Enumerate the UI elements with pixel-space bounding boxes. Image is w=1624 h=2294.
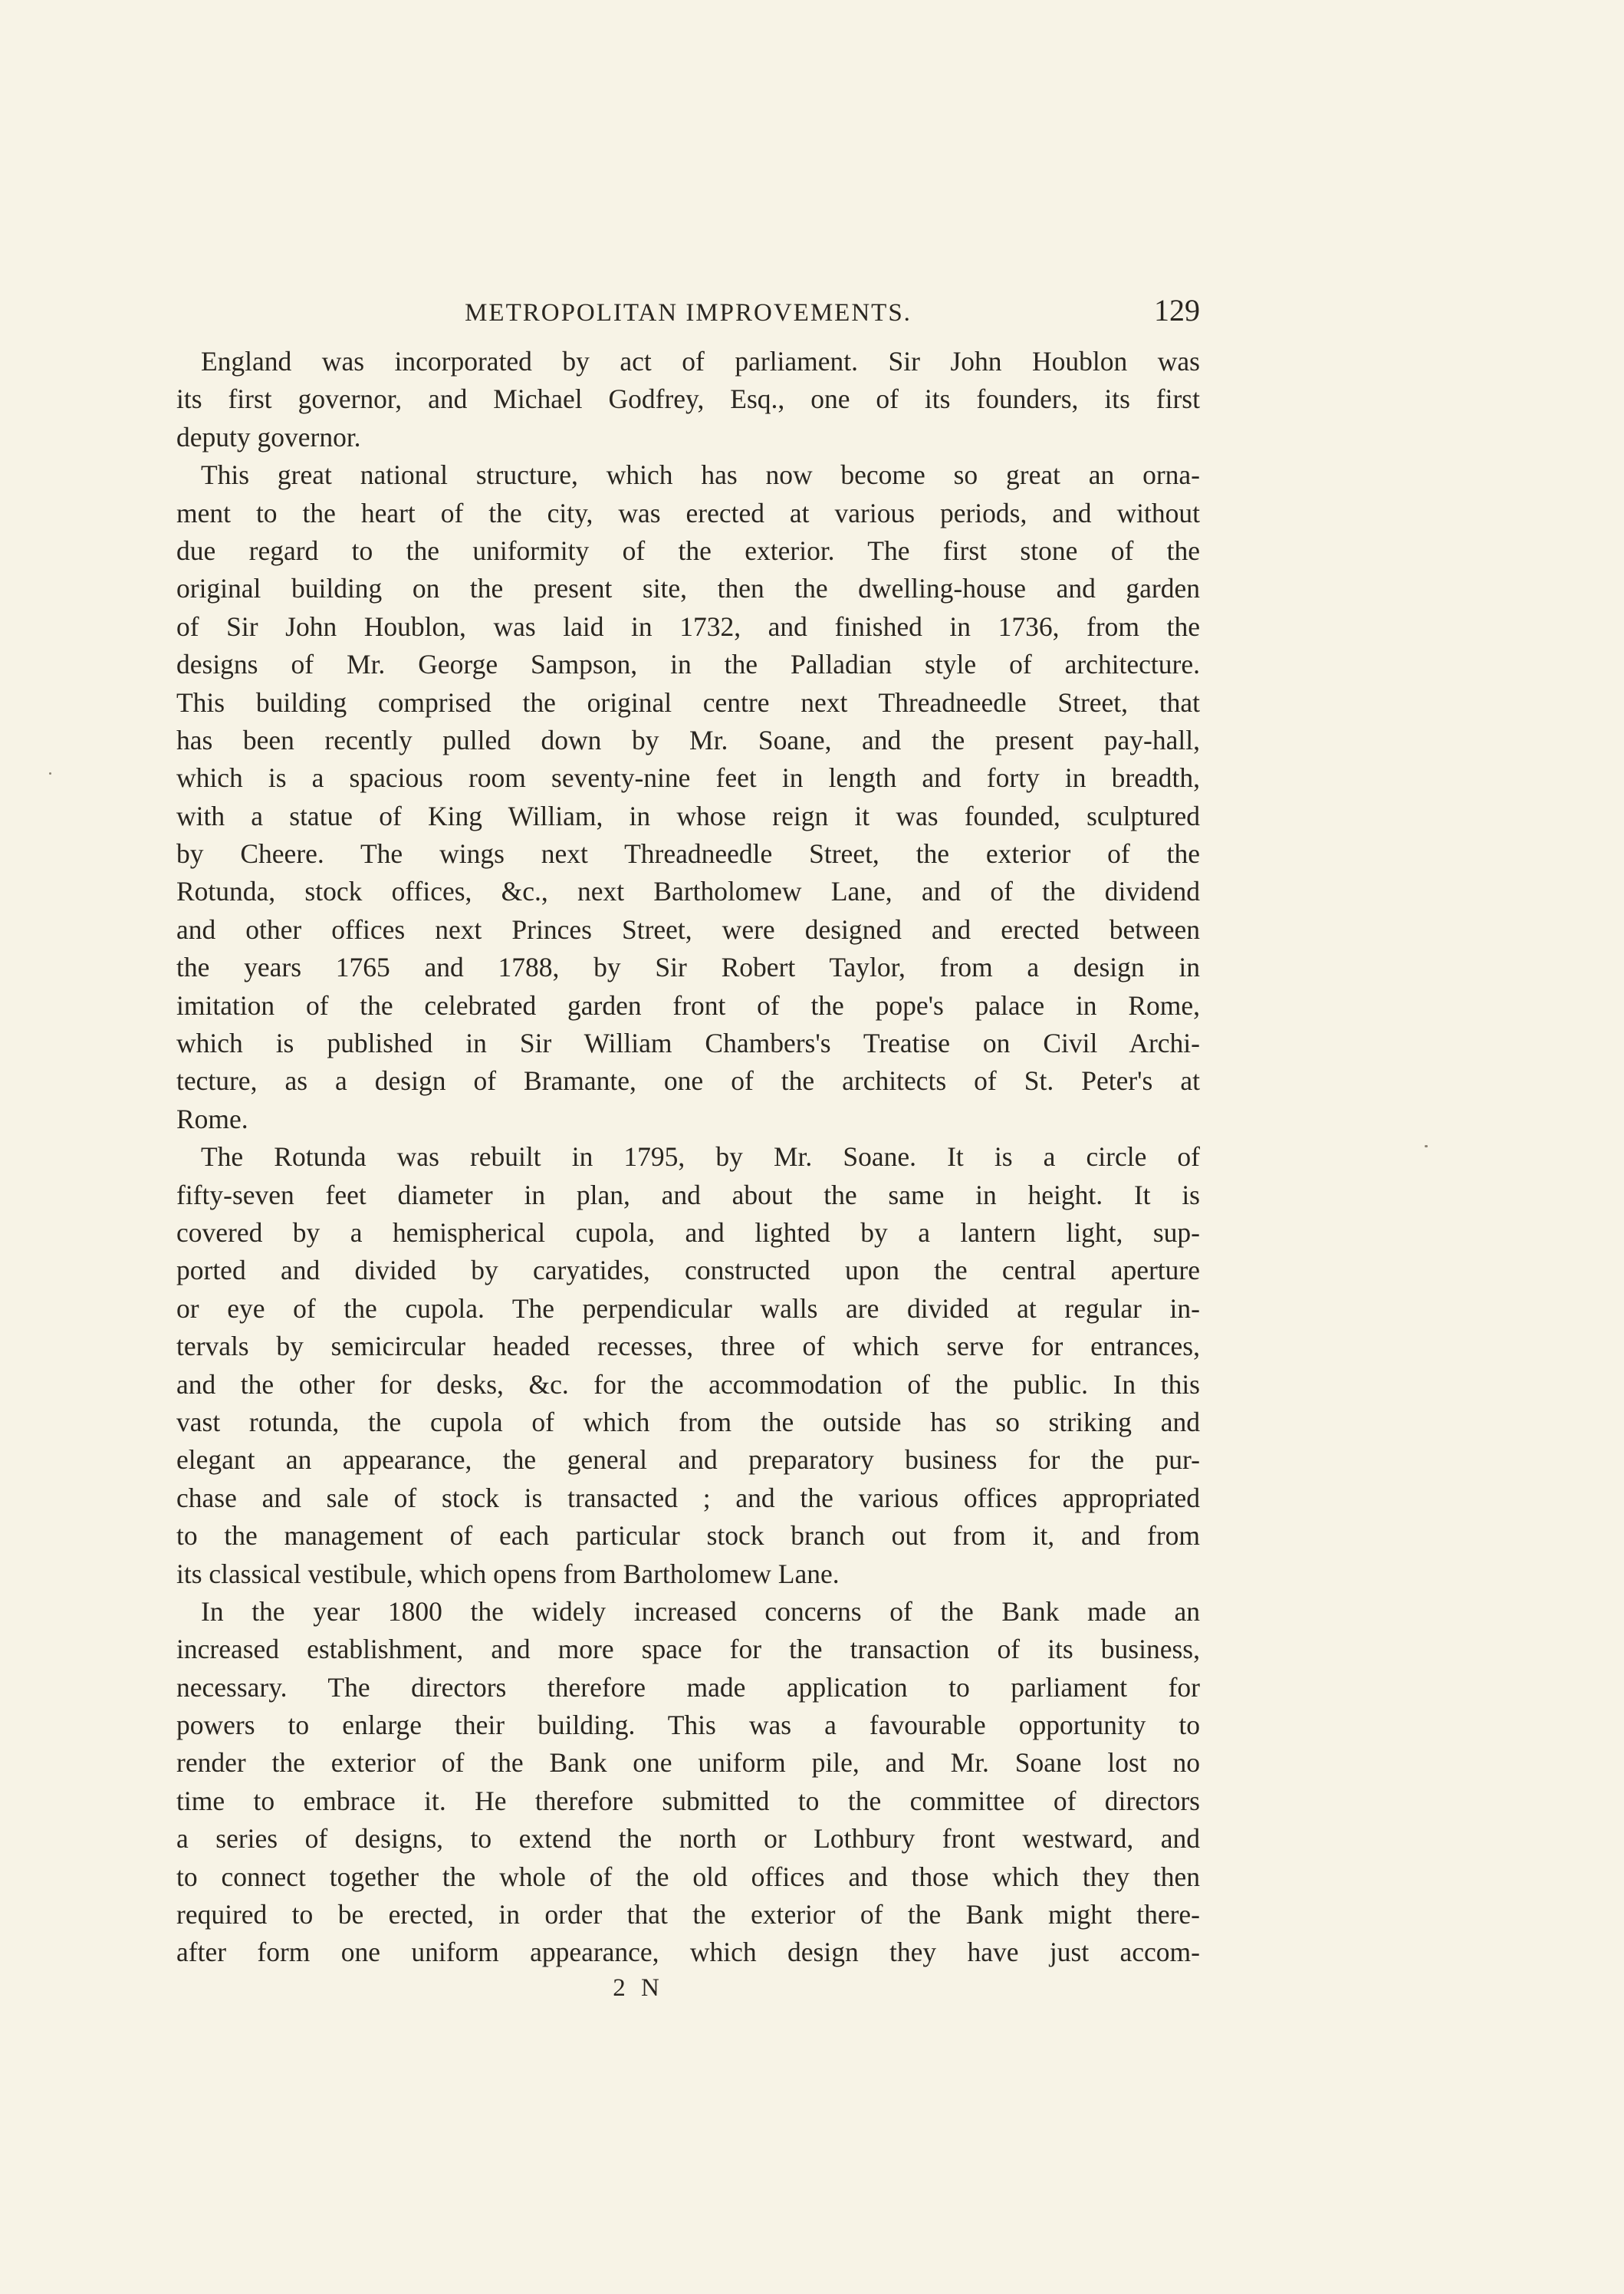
text-line: render the exterior of the Bank one uniform pile, and Mr. Soane lost no [176,1747,1200,1779]
body-text [176,343,1200,1972]
text-line: with a statue of King William, in whose reign it was founded, sculptured [176,800,1200,831]
text-line: and other offices next Princes Street, were designed and erected between [176,913,1200,945]
text-line: to connect together the whole of the old offices and those which they then [176,1861,1200,1892]
text-line: powers to enlarge their building. This was a favourable opportunity to [176,1710,1200,1741]
text-line: In the year 1800 the widely increased concerns of the Bank made an [201,1595,1200,1627]
text-line: fifty-seven feet diameter in plan, and about the same in height. It is [176,1179,1200,1210]
paper-speck [49,772,51,775]
paper-speck [1425,1145,1428,1147]
text-line: This great national structure, which has now become so great an orna- [201,459,1200,491]
text-line: after form one uniform appearance, which design they have just accom- [176,1937,1200,1968]
text-line: its first governor, and Michael Godfrey, Esq., one of its founders, its first [176,383,1200,415]
running-title: METROPOLITAN IMPROVEMENTS. [465,299,912,327]
text-line: Rotunda, stock offices, &c., next Bartholomew Lane, and of the dividend [176,876,1200,907]
text-line: deputy governor. [176,421,361,453]
text-line: a series of designs, to extend the north or Lothbury front westward, and [176,1823,1200,1855]
text-line: by Cheere. The wings next Threadneedle Street, the exterior of the [176,838,1200,870]
text-line: has been recently pulled down by Mr. Soane, and the present pay-hall, [176,724,1200,755]
text-line: its classical vestibule, which opens from Bartholomew Lane. [176,1558,840,1589]
text-line: ment to the heart of the city, was erected at various periods, and without [176,497,1200,528]
page-number: 129 [1154,293,1200,327]
text-line: to the management of each particular stock branch out from it, and from [176,1520,1200,1552]
text-line: which is published in Sir William Chambers's Treatise on Civil Archi- [176,1028,1200,1059]
text-line: designs of Mr. George Sampson, in the Palladian style of architecture. [176,649,1200,680]
text-line: imitation of the celebrated garden front of the pope's palace in Rome, [176,989,1200,1021]
text-line: of Sir John Houblon, was laid in 1732, and finished in 1736, from the [176,611,1200,642]
text-line: the years 1765 and 1788, by Sir Robert Taylor, from a design in [176,952,1200,983]
running-head [176,290,1200,336]
text-line: chase and sale of stock is transacted ; and the various offices appropriated [176,1482,1200,1513]
text-line: England was incorporated by act of parliament. Sir John Houblon was [201,346,1200,377]
text-line: tecture, as a design of Bramante, one of the architects of St. Peter's at [176,1065,1200,1097]
text-line: which is a spacious room seventy-nine feet in length and forty in breadth, [176,762,1200,794]
text-line: required to be erected, in order that the exterior of the Bank might there- [176,1899,1200,1930]
text-line: This building comprised the original centre next Threadneedle Street, that [176,686,1200,718]
printer-signature-mark: 2 N [613,1974,664,2002]
text-line: covered by a hemispherical cupola, and lighted by a lantern light, sup- [176,1216,1200,1248]
text-line: original building on the present site, then the dwelling-house and garden [176,573,1200,604]
text-line: elegant an appearance, the general and preparatory business for the pur- [176,1444,1200,1476]
text-line: increased establishment, and more space for the transaction of its business, [176,1634,1200,1665]
text-line: or eye of the cupola. The perpendicular walls are divided at regular in- [176,1292,1200,1324]
text-line: Rome. [176,1103,248,1134]
text-line: ported and divided by caryatides, constructed upon the central aperture [176,1255,1200,1286]
text-line: vast rotunda, the cupola of which from the outside has so striking and [176,1406,1200,1437]
text-line: time to embrace it. He therefore submitted to the committee of directors [176,1785,1200,1816]
text-line: and the other for desks, &c. for the accommodation of the public. In this [176,1368,1200,1400]
text-line: necessary. The directors therefore made application to parliament for [176,1671,1200,1703]
text-line: tervals by semicircular headed recesses, three of which serve for entrances, [176,1331,1200,1362]
text-line: The Rotunda was rebuilt in 1795, by Mr. Soane. It is a circle of [201,1141,1200,1173]
text-line: due regard to the uniformity of the exterior. The first stone of the [176,535,1200,566]
